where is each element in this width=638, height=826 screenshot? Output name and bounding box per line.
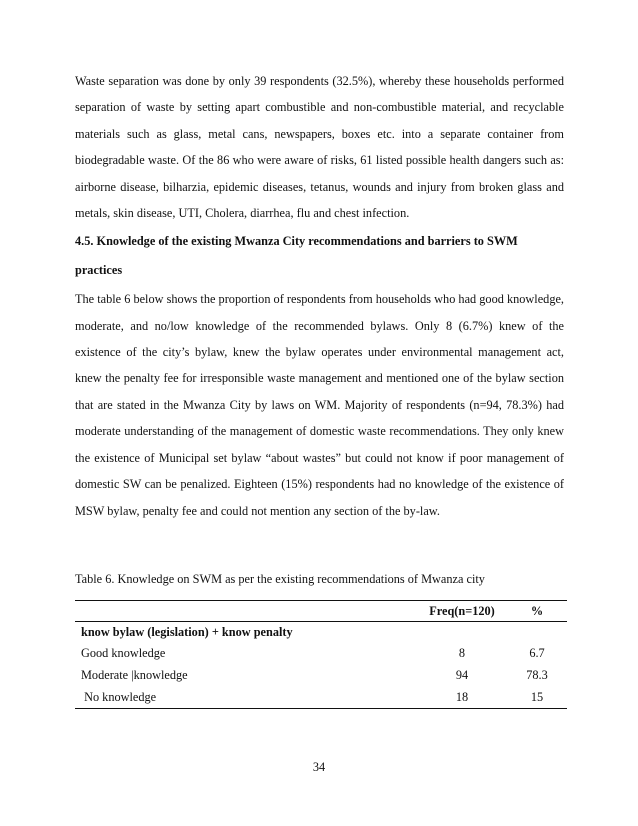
paragraph-line: MSW bylaw, penalty fee and could not mention any section of the by-law. [75,503,440,518]
paragraph-line: materials such as glass, metal cans, newspapers, boxes etc. into a separate container from [75,126,564,141]
section-heading-line: practices [75,262,123,277]
section-heading-line: 4.5. Knowledge of the existing Mwanza City recommendations and barriers to SWM [75,234,518,249]
row-percent: 78.3 [526,667,548,682]
paragraph-line: the existence of Municipal set bylaw “about wastes” but could not know if poor management of [75,450,564,465]
paragraph-bylaw-knowledge [75,286,564,524]
paragraph-line: moderate understanding of the management of domestic waste recommendations. They only knew [75,424,564,439]
row-freq: 18 [455,689,469,704]
paragraph-line: Waste separation was done by only 39 respondents (32.5%), whereby these households performed [75,74,564,88]
header-freq: Freq(n=120) [429,603,495,618]
paragraph-line: The table 6 below shows the proportion of respondents from households who had good knowledge, [75,292,564,307]
row-percent: 15 [530,689,544,704]
row-label: No knowledge [81,689,157,704]
paragraph-line: domestic SW can be penalized. Eighteen (15%) respondents had no knowledge of the existence of [75,477,564,492]
header-percent: % [530,603,544,618]
page-body [75,68,564,524]
knowledge-table [75,600,567,709]
paragraph-line: airborne disease, bilharzia, epidemic diseases, tetanus, wounds and injury from broken glass and [75,179,564,194]
table-bottom-rule [75,708,567,709]
table-caption: Table 6. Knowledge on SWM as per the existing recommendations of Mwanza city [75,572,485,586]
table-row [75,642,567,664]
row-label: Moderate |knowledge [81,667,188,682]
table-group-row [75,622,567,642]
paragraph-waste-separation [75,68,564,226]
row-label: Good knowledge [81,645,166,660]
paragraph-line: knew the penalty fee for irresponsible waste management and mentioned one of the bylaw section [75,371,564,386]
page-number: 34 [312,760,326,774]
paragraph-line: metals, skin disease, UTI, Cholera, diarrhea, flu and chest infection. [75,206,410,221]
paragraph-line: moderate, and no/low knowledge of the recommended bylaws. Only 8 (6.7%) knew of the [75,318,564,333]
row-freq: 8 [458,645,466,660]
table-row [75,686,567,708]
group-label: know bylaw (legislation) + know penalty [81,624,293,639]
paragraph-line: separation of waste by setting apart combustible and non-combustible material, and recyclable [75,100,564,115]
row-freq: 94 [455,667,469,682]
paragraph-line: that are stated in the Mwanza City by laws on WM. Majority of respondents (n=94, 78.3%) had [75,397,564,412]
row-percent: 6.7 [529,645,545,660]
table-row [75,664,567,686]
paragraph-line: biodegradable waste. Of the 86 who were aware of risks, 61 listed possible health dangers such as: [75,153,564,168]
section-heading [75,228,564,283]
header-label [75,601,417,621]
table-header-row [75,601,567,621]
paragraph-line: existence of the city’s bylaw, knew the bylaw operates under environmental management act, [75,345,564,360]
